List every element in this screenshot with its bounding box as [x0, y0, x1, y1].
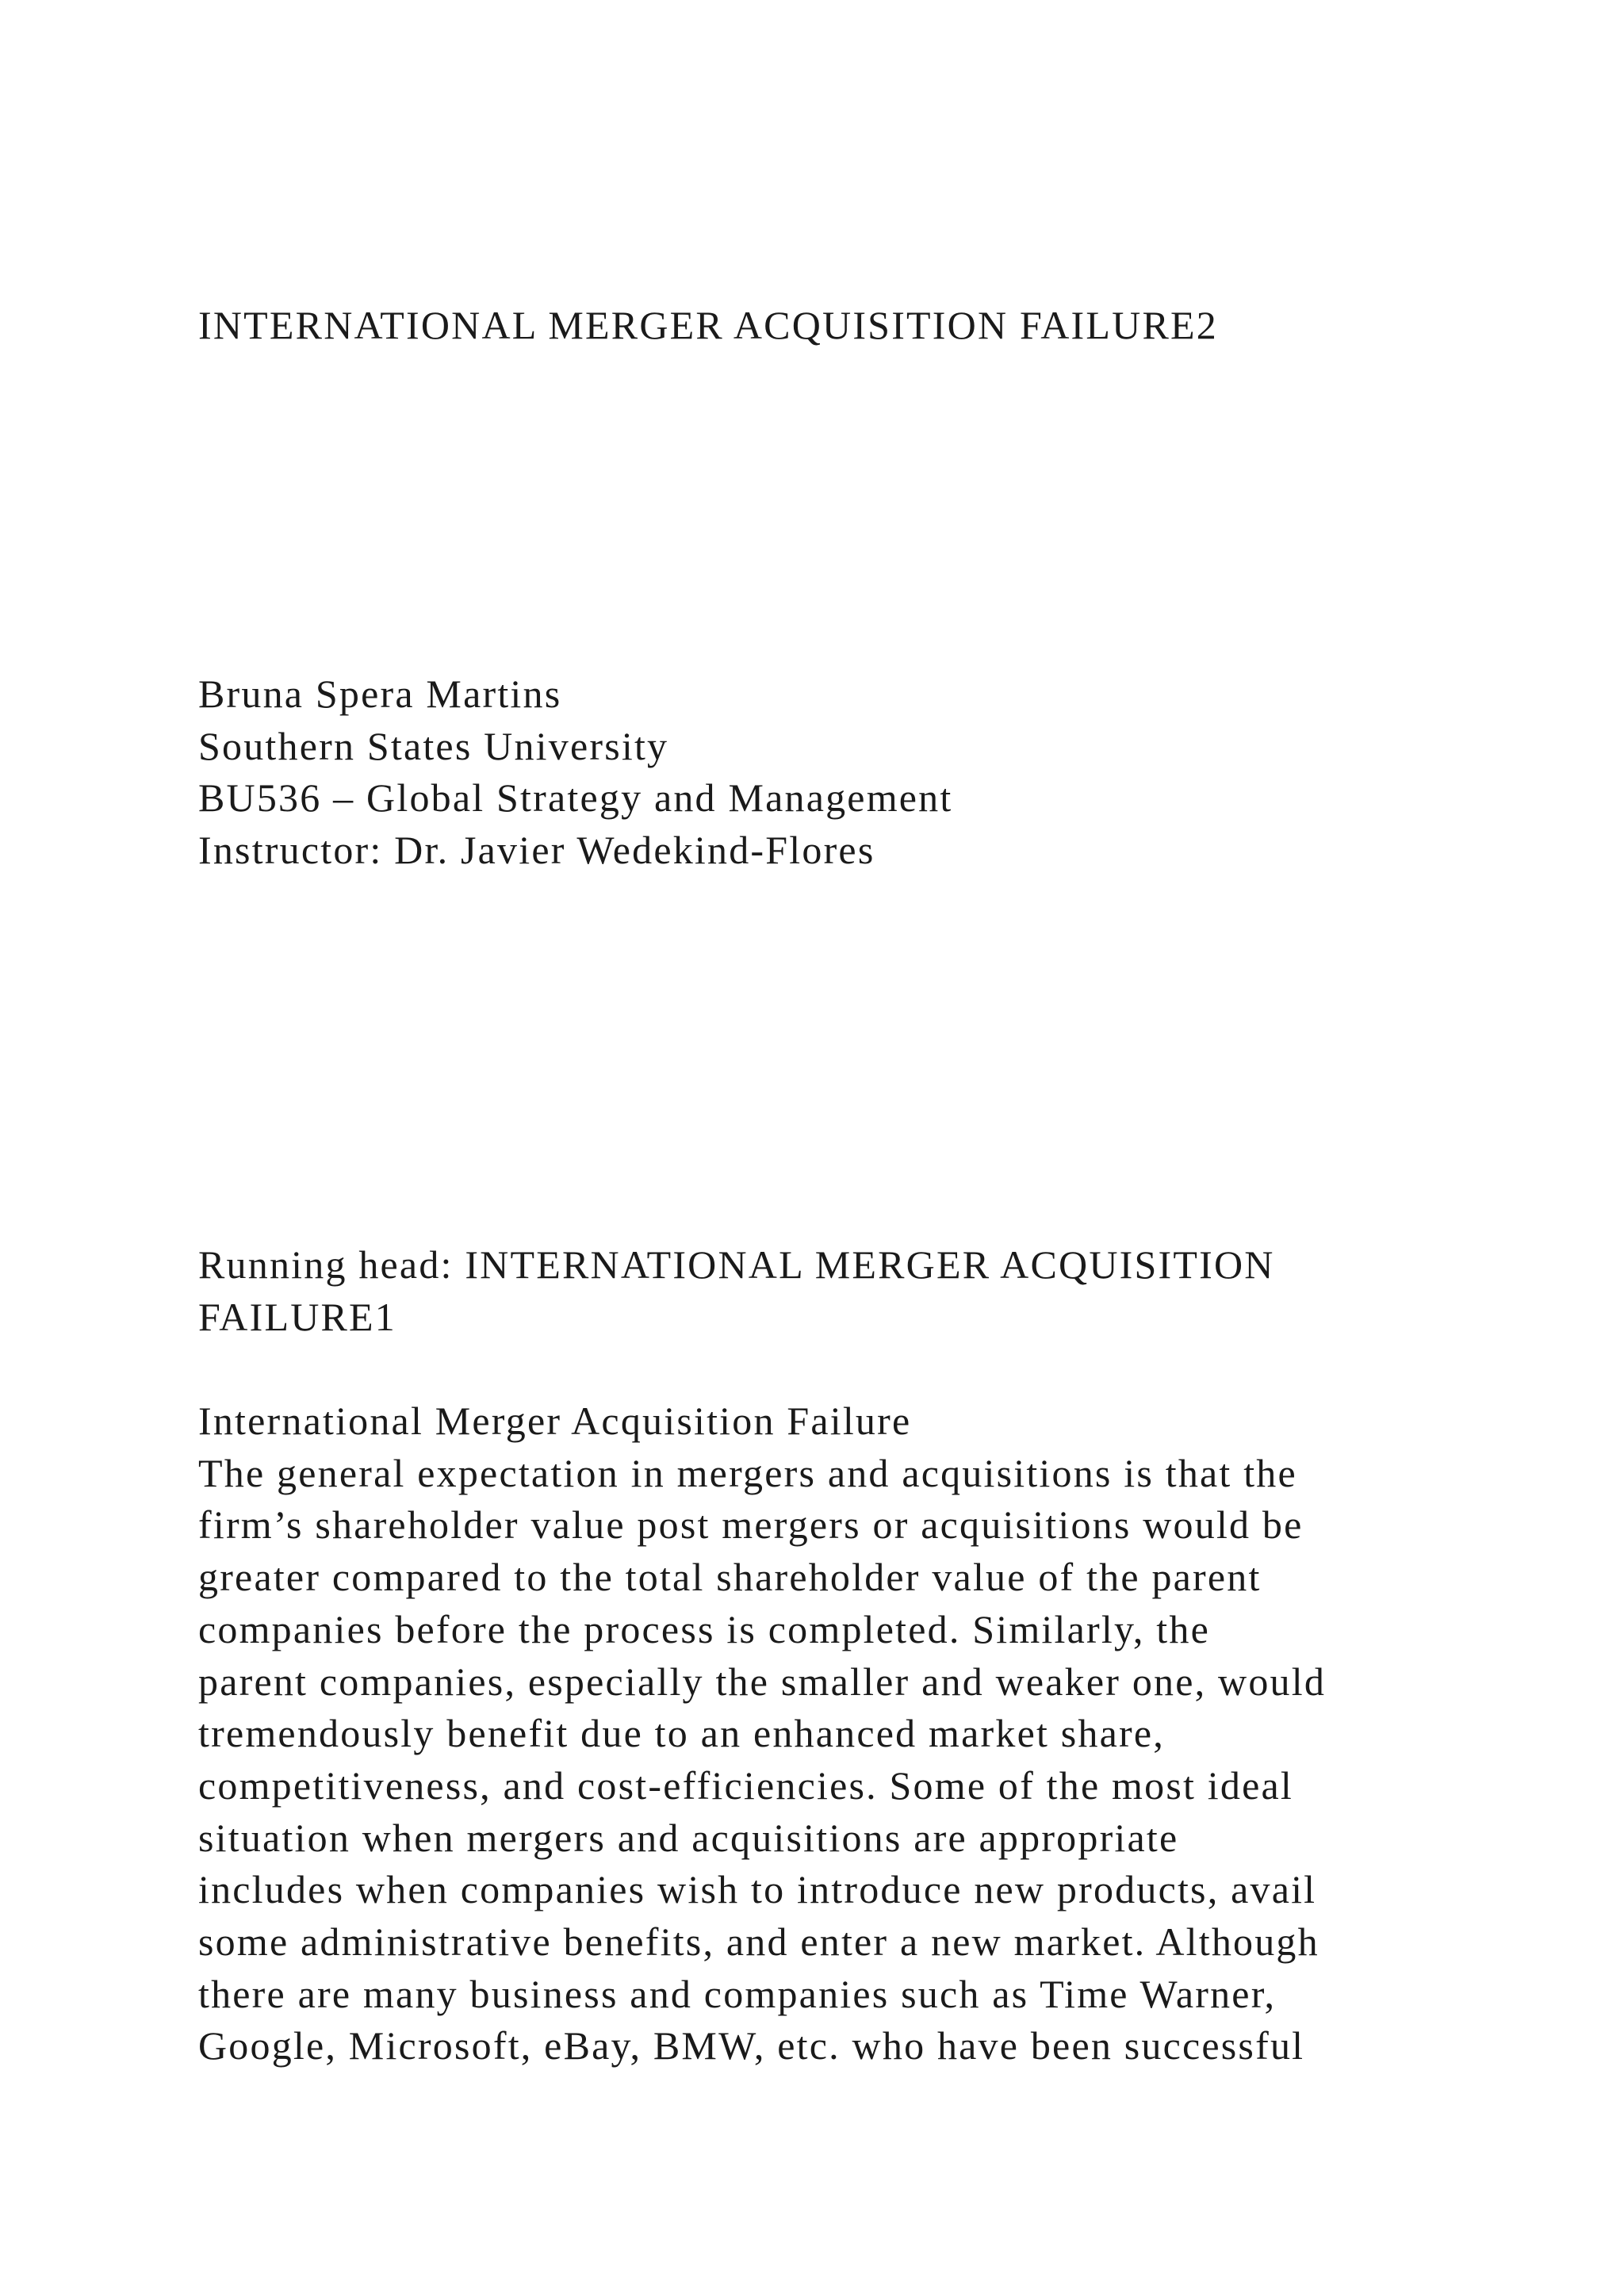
author-name: Bruna Spera Martins — [198, 672, 562, 716]
course-name: BU536 – Global Strategy and Management — [198, 775, 953, 821]
body-line: parent companies, especially the smaller and weaker one, would — [198, 1659, 1327, 1704]
body-line: The general expectation in mergers and acquisitions is that the — [198, 1450, 1297, 1495]
body-line: competitiveness, and cost-efficiencies. Some of the most ideal — [198, 1762, 1293, 1808]
running-head-line: Running head: INTERNATIONAL MERGER ACQUISITION — [198, 1242, 1275, 1287]
header-line: INTERNATIONAL MERGER ACQUISITION FAILURE2 — [198, 303, 1218, 347]
paper-title: International Merger Acquisition Failure — [198, 1399, 912, 1444]
running-head-line: FAILURE1 — [198, 1294, 396, 1339]
body-line: Google, Microsoft, eBay, BMW, etc. who have been successful — [198, 2023, 1305, 2068]
page-header — [198, 300, 1435, 352]
body-line: tremendously benefit due to an enhanced market share, — [198, 1711, 1165, 1756]
main-text — [198, 1239, 1435, 2072]
body-line: companies before the process is completed. Similarly, the — [198, 1606, 1210, 1651]
body-line: greater compared to the total shareholder value of the parent — [198, 1555, 1262, 1600]
body-line: some administrative benefits, and enter a new market. Although — [198, 1919, 1320, 1964]
body-line: firm’s shareholder value post mergers or acquisitions would be — [198, 1502, 1304, 1548]
body-line: there are many business and companies such as Time Warner, — [198, 1971, 1277, 2016]
body-line: includes when companies wish to introduce new products, avail — [198, 1867, 1317, 1912]
title-page-info — [198, 668, 1435, 877]
body-line: situation when mergers and acquisitions are appropriate — [198, 1815, 1179, 1860]
blank-line — [198, 1343, 1435, 1395]
institution: Southern States University — [198, 723, 669, 768]
instructor-name: Instructor: Dr. Javier Wedekind-Flores — [198, 828, 875, 873]
